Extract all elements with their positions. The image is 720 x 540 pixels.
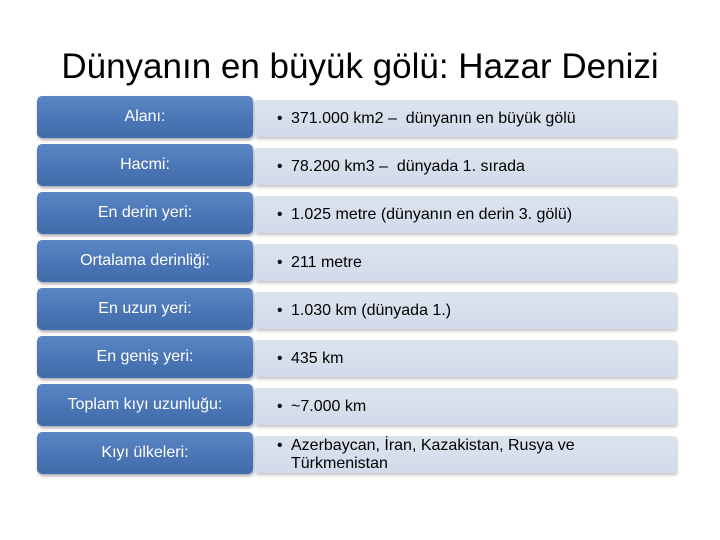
label-width: En geniş yeri: — [37, 336, 253, 378]
label-volume: Hacmi: — [37, 144, 253, 186]
value-text-countries: Azerbaycan, İran, Kazakistan, Rusya ve Türkmenistan — [291, 437, 575, 472]
slide-title: Dünyanın en büyük gölü: Hazar Denizi — [61, 47, 659, 86]
info-row-avg-depth — [37, 240, 677, 282]
value-countries — [255, 436, 676, 473]
info-row-countries — [37, 432, 677, 474]
value-text-avg-depth: 211 metre — [291, 253, 362, 271]
bullet-icon: • — [277, 437, 283, 454]
value-text-length: 1.030 km (dünyada 1.) — [291, 301, 452, 319]
bullet-icon: • — [277, 205, 283, 223]
bullet-icon: • — [277, 349, 283, 367]
label-coastline: Toplam kıyı uzunluğu: — [37, 384, 253, 426]
value-text-coastline: ~7.000 km — [291, 397, 367, 415]
info-row-width — [37, 336, 677, 378]
value-text-width: 435 km — [291, 349, 344, 367]
value-volume — [255, 148, 676, 185]
label-countries: Kıyı ülkeleri: — [37, 432, 253, 474]
label-max-depth: En derin yeri: — [37, 192, 253, 234]
value-width — [255, 340, 676, 377]
bullet-icon: • — [277, 301, 283, 319]
info-row-volume — [37, 144, 677, 186]
label-avg-depth: Ortalama derinliği: — [37, 240, 253, 282]
bullet-icon: • — [277, 109, 283, 127]
value-length — [255, 292, 676, 329]
value-coastline — [255, 388, 676, 425]
value-text-max-depth: 1.025 metre (dünyanın en derin 3. gölü) — [291, 205, 573, 223]
bullet-icon: • — [277, 253, 283, 271]
value-text-volume: 78.200 km3 – dünyada 1. sırada — [291, 157, 525, 175]
bullet-icon: • — [277, 397, 283, 415]
value-text-area: 371.000 km2 – dünyanın en büyük gölü — [291, 109, 576, 127]
value-area — [255, 100, 676, 137]
info-row-coastline — [37, 384, 677, 426]
bullet-icon: • — [277, 157, 283, 175]
info-row-length — [37, 288, 677, 330]
info-row-max-depth — [37, 192, 677, 234]
value-max-depth — [255, 196, 676, 233]
label-length: En uzun yeri: — [37, 288, 253, 330]
value-avg-depth — [255, 244, 676, 281]
label-area: Alanı: — [37, 96, 253, 138]
info-row-area — [37, 96, 677, 138]
